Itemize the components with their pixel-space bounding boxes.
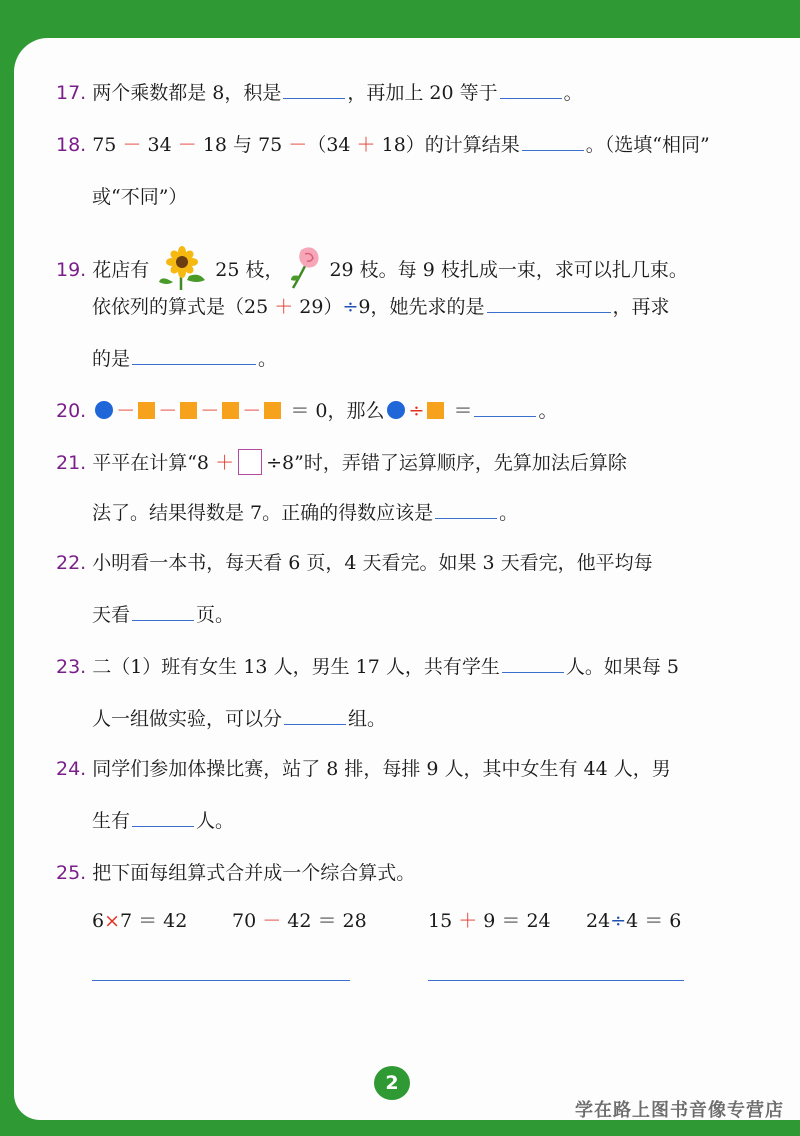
minus-sign: －: [262, 910, 282, 932]
question-text: 75: [92, 134, 117, 156]
question-number: 22.: [56, 552, 87, 574]
answer-blank[interactable]: [435, 517, 497, 519]
question-text: 两个乘数都是 8，积是: [92, 82, 282, 104]
question-text: ，再求: [612, 296, 670, 318]
answer-blank[interactable]: [132, 363, 256, 365]
question-text: 依依列的算式是（25: [92, 296, 269, 318]
minus-sign: －: [116, 400, 136, 422]
expression-text: 4 ＝ 6: [626, 910, 682, 932]
answer-blank[interactable]: [283, 97, 345, 99]
question-text: ＝ 0，那么: [290, 400, 385, 422]
question-22-line2: [92, 600, 234, 627]
plus-sign: ＋: [215, 452, 235, 474]
question-20: [56, 396, 557, 423]
question-24: [56, 754, 671, 781]
question-text: 同学们参加体操比赛，站了 8 排，每排 9 人，其中女生有 44 人，男: [92, 758, 671, 780]
question-23-line2: [92, 704, 386, 731]
question-text: 人。: [196, 810, 235, 832]
question-19-line3: [92, 344, 277, 371]
answer-blank[interactable]: [487, 311, 611, 313]
expression-text: 70: [232, 910, 257, 932]
expression-text: 15: [428, 910, 453, 932]
question-number: 20.: [56, 400, 87, 422]
question-21-line2: [92, 498, 518, 525]
minus-sign: －: [158, 400, 178, 422]
question-number: 23.: [56, 656, 87, 678]
plus-sign: ＋: [356, 134, 376, 156]
expression-1: [92, 906, 187, 933]
question-text: 把下面每组算式合并成一个综合算式。: [92, 862, 416, 884]
expression-2: [232, 906, 367, 933]
question-number: 19.: [56, 259, 87, 281]
question-text: 天看: [92, 604, 131, 626]
question-text: 34: [147, 134, 172, 156]
question-19: [56, 246, 688, 295]
answer-blank[interactable]: [132, 825, 194, 827]
minus-sign: －: [288, 134, 308, 156]
question-24-line2: [92, 806, 234, 833]
question-text: （34: [307, 134, 351, 156]
question-text: 人一组做实验，可以分: [92, 708, 283, 730]
question-text: 25 枝，: [215, 259, 284, 281]
orange-square-icon: [264, 402, 281, 419]
minus-sign: －: [200, 400, 220, 422]
question-text: 二（1）班有女生 13 人，男生 17 人，共有学生: [92, 656, 500, 678]
divide-sign: ÷: [342, 296, 359, 318]
question-text: ，再加上 20 等于: [347, 82, 498, 104]
answer-blank[interactable]: [522, 149, 584, 151]
question-19-line2: [92, 292, 670, 319]
question-text: 。: [538, 400, 558, 422]
question-23: [56, 652, 679, 679]
answer-blank[interactable]: [474, 415, 536, 417]
question-22: [56, 548, 653, 575]
answer-blank[interactable]: [502, 671, 564, 673]
answer-blank[interactable]: [132, 619, 194, 621]
question-text: 9，她先求的是: [358, 296, 485, 318]
question-number: 25.: [56, 862, 87, 884]
minus-sign: －: [177, 134, 197, 156]
question-text: ÷8”时，弄错了运算顺序，先算加法后算除: [266, 452, 627, 474]
orange-square-icon: [427, 402, 444, 419]
divide-sign: ÷: [408, 400, 425, 422]
question-text: 的是: [92, 348, 131, 370]
question-text: 页。: [196, 604, 235, 626]
question-text: 29 枝。每 9 枝扎成一束，求可以扎几束。: [329, 259, 688, 281]
question-text: 。（选填“相同”: [585, 134, 710, 156]
missing-number-box[interactable]: [238, 449, 262, 475]
expression-text: 6: [92, 910, 105, 932]
question-21: [56, 448, 627, 475]
page-number: 2: [374, 1066, 410, 1100]
question-17: [56, 78, 583, 105]
expression-4: [586, 906, 681, 933]
question-text: 花店有: [92, 259, 150, 281]
multiply-sign: ×: [104, 910, 121, 932]
expression-text: 42 ＝ 28: [287, 910, 367, 932]
answer-blank[interactable]: [500, 97, 562, 99]
orange-square-icon: [222, 402, 239, 419]
question-text: 小明看一本书，每天看 6 页，4 天看完。如果 3 天看完，他平均每: [92, 552, 653, 574]
question-number: 24.: [56, 758, 87, 780]
combined-expression-blank-2[interactable]: [428, 980, 684, 981]
question-text: 。: [563, 82, 583, 104]
orange-square-icon: [138, 402, 155, 419]
expression-text: 9 ＝ 24: [483, 910, 551, 932]
answer-blank[interactable]: [284, 723, 346, 725]
minus-sign: －: [242, 400, 262, 422]
question-text: 。: [499, 502, 519, 524]
question-18: [56, 130, 710, 157]
question-text: 18）的计算结果: [381, 134, 520, 156]
question-text: 29）: [299, 296, 343, 318]
question-text: ＝: [453, 400, 473, 422]
question-text: 生有: [92, 810, 131, 832]
question-text: 。: [258, 348, 278, 370]
divide-sign: ÷: [610, 910, 627, 932]
question-text: 法了。结果得数是 7。正确的得数应该是: [92, 502, 434, 524]
question-18-line2: 或“不同”）: [92, 186, 188, 208]
combined-expression-blank-1[interactable]: [92, 980, 350, 981]
plus-sign: ＋: [274, 296, 294, 318]
question-number: 17.: [56, 82, 87, 104]
plus-sign: ＋: [458, 910, 478, 932]
expression-text: 24: [586, 910, 611, 932]
question-text: 组。: [348, 708, 387, 730]
question-text: 平平在计算“8: [92, 452, 210, 474]
expression-3: [428, 906, 551, 933]
question-text: 18 与 75: [202, 134, 283, 156]
sunflower-icon: [155, 246, 209, 295]
store-watermark: 学在路上图书音像专营店: [575, 1100, 784, 1121]
question-text: 人。如果每 5: [565, 656, 679, 678]
orange-square-icon: [180, 402, 197, 419]
rose-icon: [289, 246, 323, 295]
blue-circle-icon: [387, 401, 405, 419]
minus-sign: －: [122, 134, 142, 156]
question-25: [56, 858, 415, 885]
expression-text: 7 ＝ 42: [120, 910, 188, 932]
question-number: 18.: [56, 134, 87, 156]
question-number: 21.: [56, 452, 87, 474]
blue-circle-icon: [95, 401, 113, 419]
